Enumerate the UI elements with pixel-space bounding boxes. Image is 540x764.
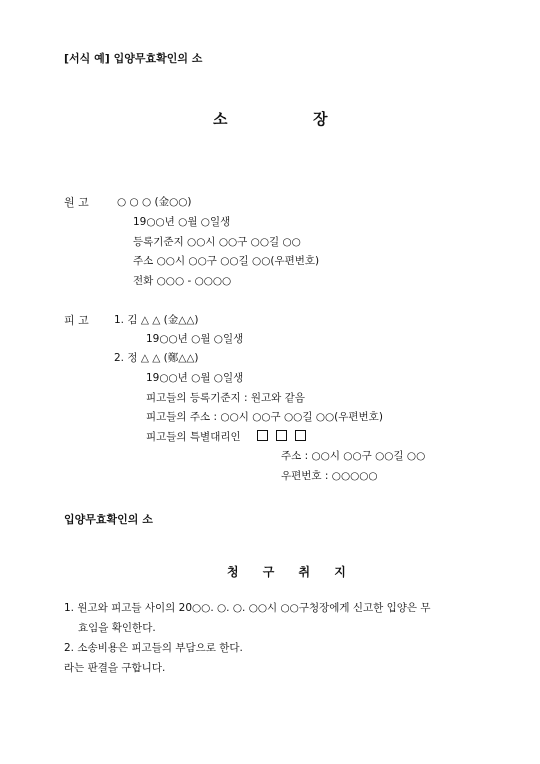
defendant-label: 피 고 — [64, 314, 89, 327]
defendants-special-agent — [146, 429, 314, 444]
case-subject: 입양무효확인의 소 — [64, 513, 153, 526]
special-agent-label: 피고들의 특별대리인 — [146, 431, 241, 443]
document-title-second-char: 장 — [313, 110, 328, 128]
claim-item-2: 2. 소송비용은 피고들의 부담으로 한다. — [64, 642, 243, 654]
agent-name-box — [276, 430, 287, 441]
plaintiff-phone: 전화 ○○○ - ○○○○ — [133, 275, 232, 287]
agent-name-box — [257, 430, 268, 441]
agent-name-box — [295, 430, 306, 441]
plaintiff-registry: 등록기준지 ○○시 ○○구 ○○길 ○○ — [133, 236, 301, 248]
claim-item-1: 1. 원고와 피고들 사이의 20○○. ○. ○. ○○시 ○○구청장에게 신고한 입양은 무 — [64, 602, 431, 614]
plaintiff-label: 원 고 — [64, 196, 89, 209]
plaintiff-address: 주소 ○○시 ○○구 ○○길 ○○(우편번호) — [133, 255, 320, 267]
plaintiff-birth: 19○○년 ○월 ○일생 — [133, 216, 231, 228]
claim-item-1-continued: 효임을 확인한다. — [78, 622, 156, 634]
defendant-1-birth: 19○○년 ○월 ○일생 — [146, 333, 244, 345]
defendants-address: 피고들의 주소 : ○○시 ○○구 ○○길 ○○(우편번호) — [146, 411, 383, 423]
plaintiff-name: ○ ○ ○ (金○○) — [117, 196, 192, 208]
defendant-1-name: 1. 김 △ △ (金△△) — [114, 314, 199, 326]
claim-closing: 라는 판결을 구합니다. — [64, 662, 166, 674]
defendants-registry: 피고들의 등록기준지 : 원고와 같음 — [146, 392, 305, 404]
document-title-first-char: 소 — [213, 110, 228, 128]
defendant-2-birth: 19○○년 ○월 ○일생 — [146, 372, 244, 384]
form-label: [서식 예] 입양무효확인의 소 — [64, 52, 203, 65]
special-agent-postal-code: 우편번호 : ○○○○○ — [281, 470, 378, 482]
claim-heading: 청 구 취 지 — [227, 565, 356, 579]
defendant-2-name: 2. 정 △ △ (鄭△△) — [114, 352, 199, 364]
special-agent-address: 주소 : ○○시 ○○구 ○○길 ○○ — [281, 450, 426, 462]
